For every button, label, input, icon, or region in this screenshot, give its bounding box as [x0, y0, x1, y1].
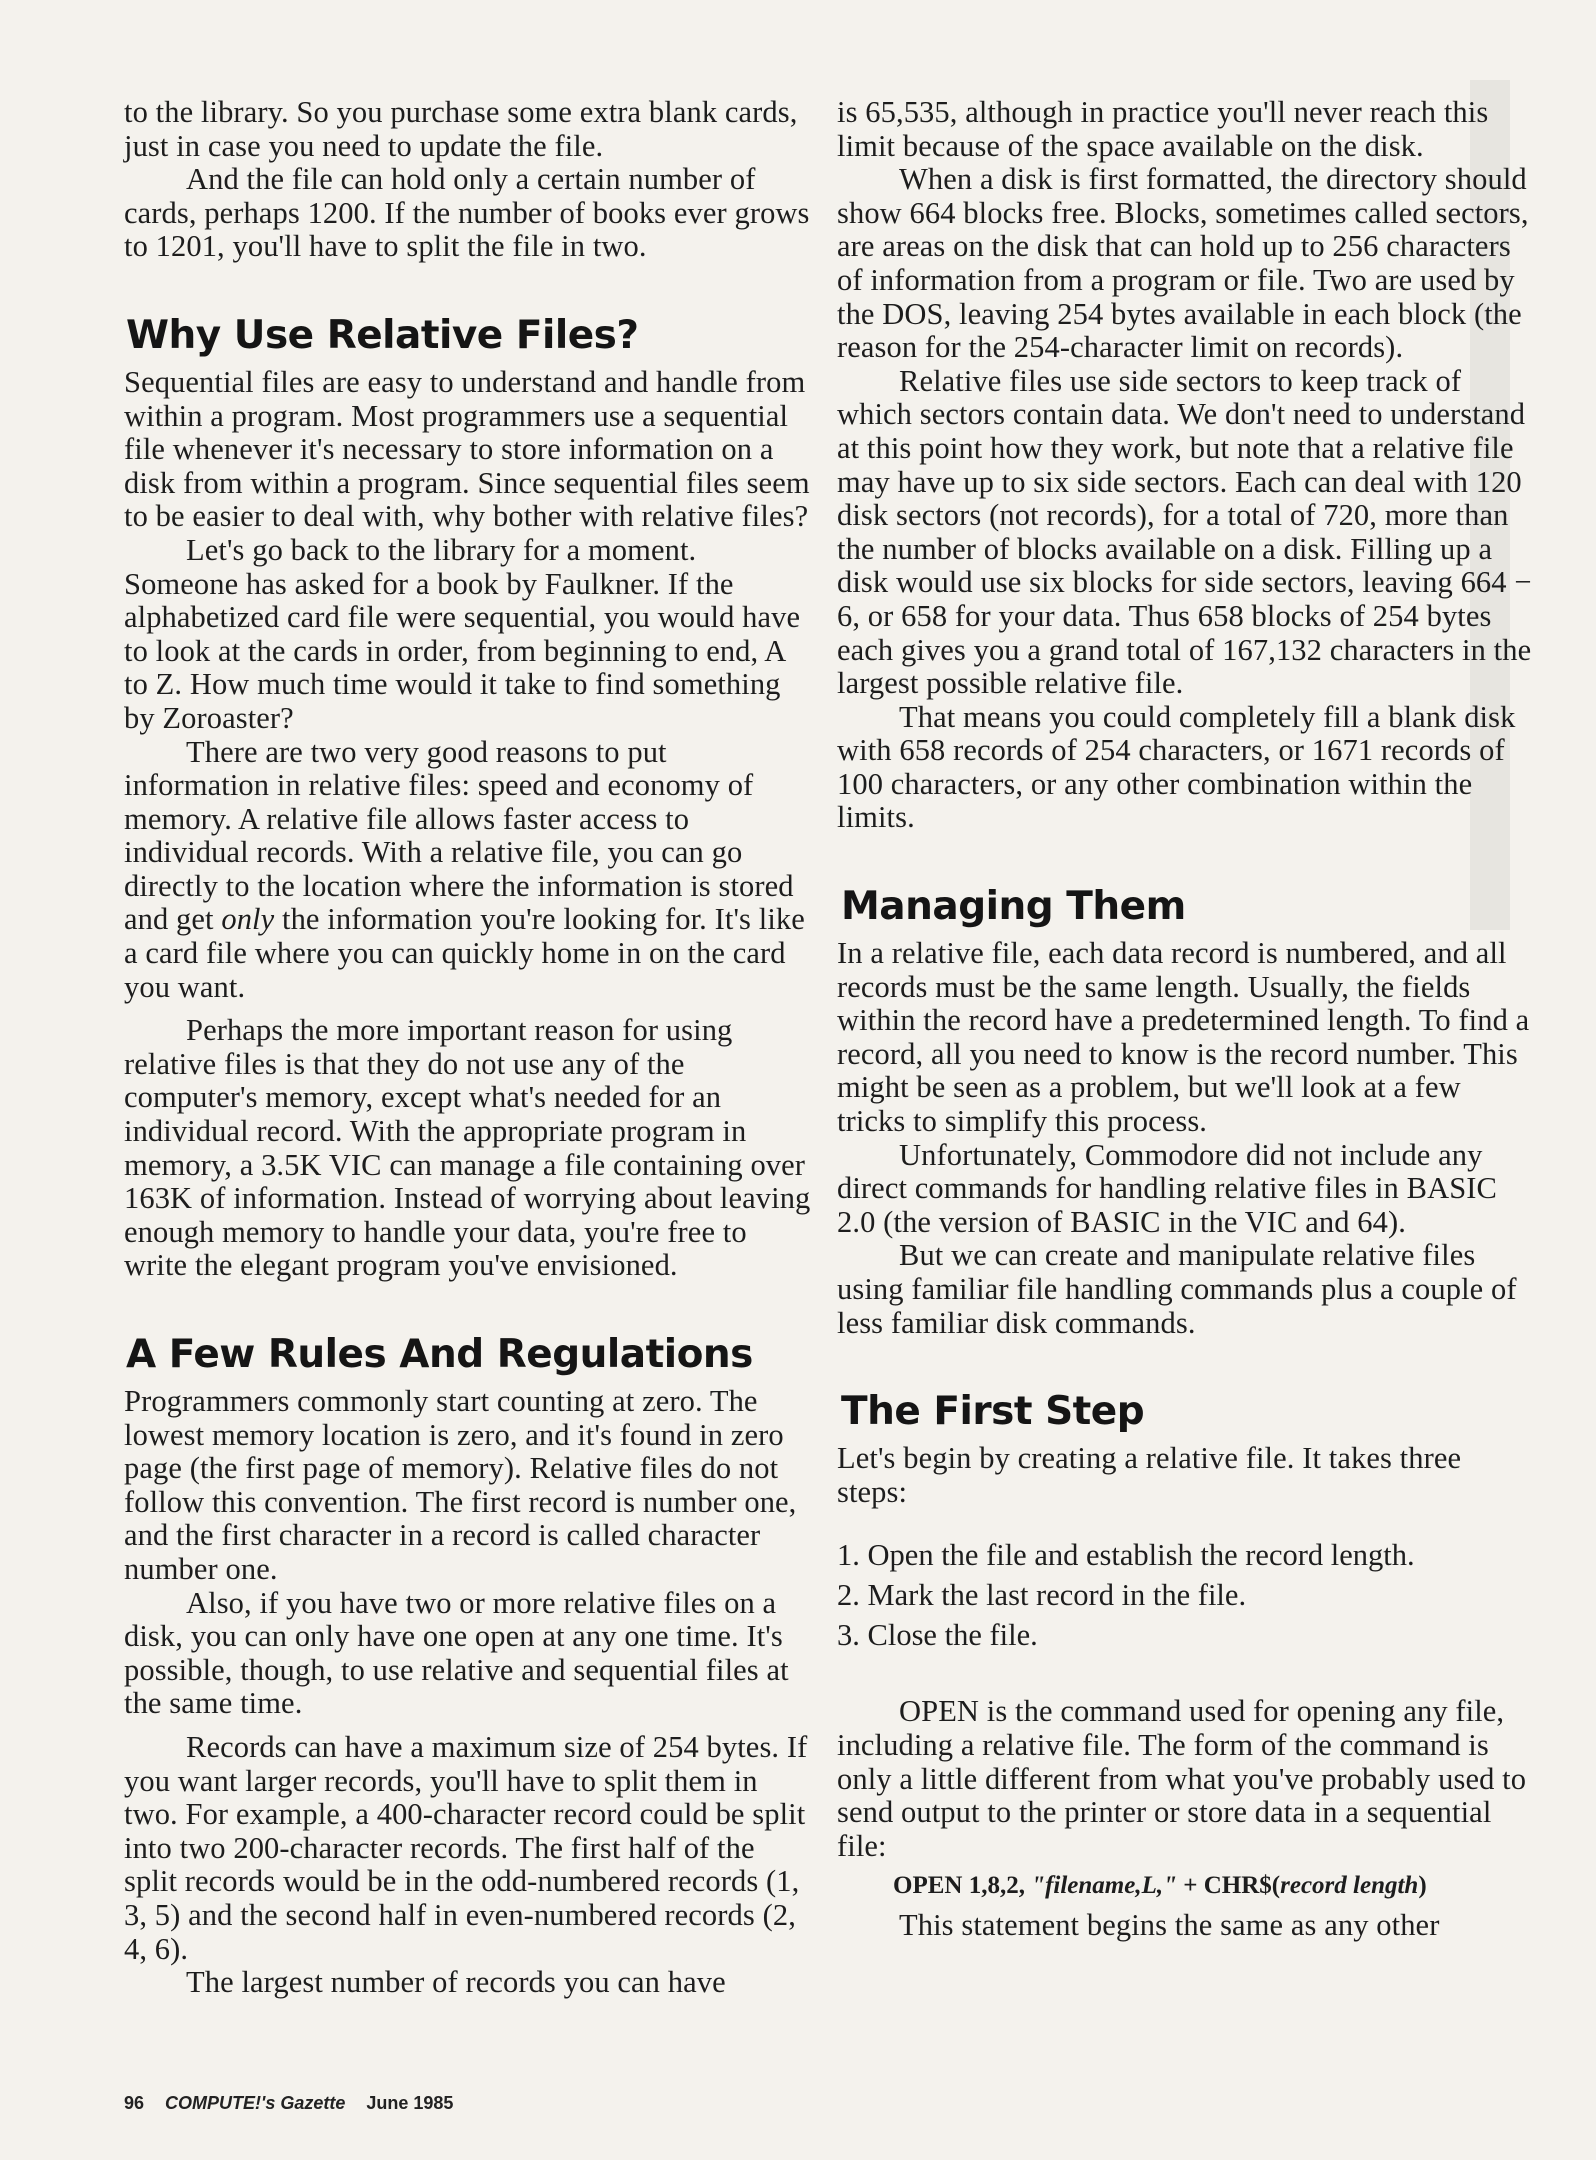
left-column — [124, 96, 814, 2000]
issue-date: June 1985 — [366, 2093, 454, 2113]
code-example — [893, 1869, 1532, 1903]
paragraph: When a disk is first formatted, the directory should show 664 blocks free. Blocks, sometimes called sectors, are areas on the disk that can hold up to 256 characters of information from a program or file. Two are used by the DOS, leaving 254 bytes available in each block (the reason for the 254-character limit on records). — [837, 162, 1529, 365]
paragraph: Sequential files are easy to understand and handle from within a program. Most programmers use a sequential file whenever it's necessary to store information on a disk from within a program. Since sequential files seem to be easier to deal with, why bother with relative files? — [124, 364, 810, 534]
paragraph: Let's go back to the library for a moment. Someone has asked for a book by Faulkner. If the alphabetized card file were sequential, you would have to look at the cards in order, from beginning to end, A to Z. How much time would it take to find something by Zoroaster? — [124, 532, 801, 735]
paragraph: Unfortunately, Commodore did not include any direct commands for handling relative files in BASIC 2.0 (the version of BASIC in the VIC and 64). — [837, 1137, 1497, 1239]
paragraph: In a relative file, each data record is numbered, and all records must be the same length. Usually, the fields within the record have a predetermined length. To find a record, all you need to know is the record number. This might be seen as a problem, but we'll look at a few tricks to simplify this process. — [837, 936, 1530, 1139]
paragraph — [124, 736, 814, 1005]
section-heading-managing-them: Managing Them — [841, 884, 1186, 930]
code-part: OPEN 1,8,2, — [893, 1872, 1032, 1900]
paragraph: Records can have a maximum size of 254 bytes. If you want larger records, you'll have to split them in two. For example, a 400-character record could be split into two 200-character records. The first half of the split records would be in the odd-numbered records (1, 3, 5) and the second half in even-numbered records (2, 4, 6). — [124, 1729, 808, 1966]
paragraph: But we can create and manipulate relative files using familiar file handling commands plus a couple of less familiar disk commands. — [837, 1238, 1517, 1340]
paragraph: is 65,535, although in practice you'll never reach this limit because of the space available on the disk. — [837, 95, 1489, 163]
paragraph: OPEN is the command used for opening any file, including a relative file. The form of the command is only a little different from what you've probably used to send output to the printer or store data in a sequential file: — [837, 1694, 1527, 1863]
paragraph: Programmers commonly start counting at zero. The lowest memory location is zero, and it's found in zero page (the first page of memory). Relative files do not follow this convention. The first record is number one, and the first character in a record is called character number one. — [124, 1384, 797, 1586]
paragraph: Perhaps the more important reason for using relative files is that they do not use any of the computer's memory, except what's needed for an individual record. With the appropriate program in memory, a 3.5K VIC can manage a file containing over 163K of information. Instead of worrying about leaving enough memory to handle your data, you're free to write the elegant program you've envisioned. — [124, 1013, 811, 1283]
paragraph: That means you could completely fill a blank disk with 658 records of 254 characters, or 1671 records of 100 characters, or any other combination within the limits. — [837, 699, 1516, 835]
list-item: 1. Open the file and establish the record length. — [837, 1538, 1415, 1573]
steps-list — [837, 1535, 1532, 1655]
paragraph: This statement begins the same as any other — [899, 1908, 1440, 1943]
code-part-italic: record length — [1280, 1872, 1419, 1900]
paragraph: Relative files use side sectors to keep track of which sectors contain data. We don't need to understand at this point how they work, but note that a relative file may have up to six side sectors. Each can deal with 120 disk sectors (not records), for a total of 720, more than the number of blocks available on a disk. Filling up a disk would use six blocks for side sectors, leaving 664 − 6, or 658 for your data. Thus 658 blocks of 254 bytes each gives you a grand total of 167,132 characters in the largest possible relative file. — [837, 363, 1532, 701]
emphasis-text: only — [221, 902, 275, 937]
paragraph: Let's begin by creating a relative file. It takes three steps: — [837, 1441, 1462, 1509]
page-number: 96 — [124, 2093, 145, 2113]
list-item: 2. Mark the last record in the file. — [837, 1578, 1247, 1613]
code-part-italic: "filename,L," — [1031, 1872, 1177, 1900]
right-column — [837, 96, 1532, 1943]
paragraph: And the file can hold only a certain number of cards, perhaps 1200. If the number of books ever grows to 1201, you'll have to split the file in two. — [124, 162, 810, 264]
section-heading-why-use-relative-files: Why Use Relative Files? — [126, 312, 639, 358]
text-run: the information you're looking for. It's like a card file where you can quickly home in on the card you want. — [124, 902, 805, 1004]
paragraph: to the library. So you purchase some extra blank cards, just in case you need to update the file. — [124, 95, 798, 163]
paragraph: The largest number of records you can have — [186, 1965, 726, 2000]
section-heading-first-step: The First Step — [841, 1389, 1145, 1435]
magazine-name: COMPUTE!'s Gazette — [165, 2093, 346, 2113]
code-part: ) — [1418, 1872, 1427, 1900]
text-run: There are two very good reasons to put information in relative files: speed and economy of memory. A relative file allows faster access to individual records. With a relative file, you can go directly to the location where the information is stored and get — [124, 734, 794, 937]
paragraph: Also, if you have two or more relative files on a disk, you can only have one open at any one time. It's possible, though, to use relative and sequential files at the same time. — [124, 1585, 789, 1721]
section-heading-rules-and-regulations: A Few Rules And Regulations — [126, 1332, 753, 1377]
code-part: + CHR$( — [1177, 1872, 1281, 1900]
list-item: 3. Close the file. — [837, 1618, 1038, 1653]
page-footer — [124, 2093, 469, 2114]
